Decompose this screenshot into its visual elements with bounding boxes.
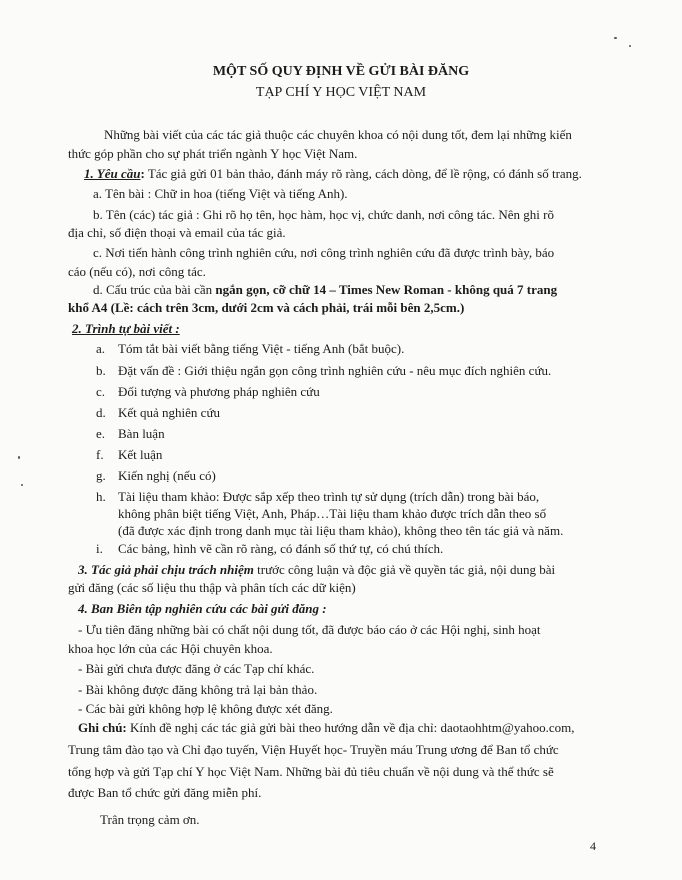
section-4-bullet-2: - Bài gửi chưa được đăng ở các Tạp chí khác.	[78, 661, 315, 676]
item-1d-line-2: khổ A4 (Lề: cách trên 3cm, dưới 2cm và cách phải, trái mỗi bên 2,5cm.)	[68, 300, 465, 315]
intro-line-1: Những bài viết của các tác giả thuộc các chuyên khoa có nội dung tốt, đem lại những kiến	[104, 127, 572, 142]
item-1c-line-1: c. Nơi tiến hành công trình nghiên cứu, nơi công trình nghiên cứu đã được trình bày, báo	[93, 245, 555, 260]
section-3-line-2: gửi đăng (các số liệu thu thập và phân tích các dữ kiện)	[68, 580, 356, 595]
section-4-bullet-4: - Các bài gửi không hợp lệ không được xét đăng.	[78, 701, 333, 716]
item-1d-prefix: d. Cấu trúc của bài cần	[93, 282, 216, 297]
scan-speck	[614, 37, 617, 39]
scan-speck	[629, 45, 631, 47]
section-3-line-1	[78, 562, 555, 578]
list-item: Các bảng, hình vẽ cần rõ ràng, có đánh số thứ tự, có chú thích.	[118, 541, 444, 556]
list-item: Tài liệu tham khảo: Được sắp xếp theo trình tự sử dụng (trích dẫn) trong bài báo,	[118, 489, 540, 504]
page-subtitle: TẠP CHÍ Y HỌC VIỆT NAM	[255, 85, 427, 100]
section-4-bullet-3: - Bài không được đăng không trả lại bản thảo.	[78, 682, 318, 697]
list-item-label: g.	[96, 468, 106, 483]
list-item-label: d.	[96, 405, 106, 420]
list-item: Bàn luận	[118, 426, 165, 441]
section-2-heading: 2. Trình tự bài viết :	[72, 321, 180, 336]
list-item: không phân biệt tiếng Việt, Anh, Pháp…Tài liệu tham khảo được trích dẫn theo số	[118, 506, 547, 521]
list-item: Kết luận	[118, 447, 163, 462]
list-item-label: h.	[96, 489, 106, 504]
item-1b-line-1: b. Tên (các) tác giả : Ghi rõ họ tên, học hàm, học vị, chức danh, nơi công tác. Nên ghi rõ	[93, 207, 554, 222]
list-item: Kết quả nghiên cứu	[118, 405, 220, 420]
section-4-bullet-1-line-2: khoa học lớn của các Hội chuyên khoa.	[68, 641, 273, 656]
page-number: 4	[590, 839, 596, 853]
list-item-label: f.	[96, 447, 104, 462]
list-item-label: e.	[96, 426, 106, 441]
item-1c-line-2: cáo (nếu có), nơi công tác.	[68, 264, 206, 279]
page-title: MỘT SỐ QUY ĐỊNH VỀ GỬI BÀI ĐĂNG	[212, 64, 470, 79]
item-1b-line-2: địa chỉ, số điện thoại và email của tác giả.	[68, 225, 286, 240]
note-line-3: tổng hợp và gửi Tạp chí Y học Việt Nam. Những bài đủ tiêu chuẩn về nội dung và thể thức sẽ	[68, 764, 554, 779]
list-item: Đặt vấn đề : Giới thiệu ngắn gọn công trình nghiên cứu - nêu mục đích nghiên cứu.	[118, 363, 552, 378]
section-1-text: Tác giả gửi 01 bản thảo, đánh máy rõ ràng, cách dòng, để lề rộng, có đánh số trang.	[144, 166, 582, 181]
intro-line-2: thức góp phần cho sự phát triển ngành Y học Việt Nam.	[68, 146, 358, 161]
item-1a: a. Tên bài : Chữ in hoa (tiếng Việt và tiếng Anh).	[93, 186, 348, 201]
note-line-1	[78, 720, 575, 736]
section-4-heading: 4. Ban Biên tập nghiên cứu các bài gửi đăng :	[78, 601, 327, 616]
closing-text: Trân trọng cảm ơn.	[100, 812, 200, 827]
section-3-text: trước công luận và độc giả về quyền tác giả, nội dung bài	[253, 562, 556, 577]
section-4-bullet-1-line-1: - Ưu tiên đăng những bài có chất nội dung tốt, đã được báo cáo ở các Hội nghị, sinh hoạt	[78, 622, 541, 637]
item-1d-bold: ngắn gọn, cỡ chữ 14 – Times New Roman - không quá 7 trang	[215, 282, 558, 297]
list-item-label: a.	[96, 341, 106, 356]
section-1-heading: 1. Yêu cầu	[84, 166, 141, 181]
scan-speck	[21, 484, 23, 486]
section-1-colon: :	[140, 166, 145, 181]
item-1d-line-1	[93, 282, 557, 298]
note-text: Kính đề nghị các tác giả gửi bài theo hướng dẫn về địa chỉ: daotaohhtm@yahoo.com,	[126, 720, 575, 735]
note-label: Ghi chú:	[78, 720, 127, 735]
list-item-label: c.	[96, 384, 106, 399]
note-line-2: Trung tâm đào tạo và Chỉ đạo tuyến, Viện Huyết học- Truyền máu Trung ương để Ban tổ chức	[68, 742, 559, 757]
scan-speck	[18, 456, 20, 459]
list-item-label: i.	[96, 541, 103, 556]
list-item-label: b.	[96, 363, 106, 378]
list-item: Kiến nghị (nếu có)	[118, 468, 216, 483]
list-item: Tóm tắt bài viết bằng tiếng Việt - tiếng Anh (bắt buộc).	[118, 341, 405, 356]
list-item: Đối tượng và phương pháp nghiên cứu	[118, 384, 320, 399]
note-line-4: được Ban tổ chức gửi đăng miễn phí.	[68, 785, 262, 800]
section-3-heading: 3. Tác giả phải chịu trách nhiệm	[78, 562, 254, 577]
list-item: (đã được xác định trong danh mục tài liệu tham khảo), không theo tên tác giả và năm.	[118, 523, 564, 538]
section-1-line	[84, 166, 582, 182]
